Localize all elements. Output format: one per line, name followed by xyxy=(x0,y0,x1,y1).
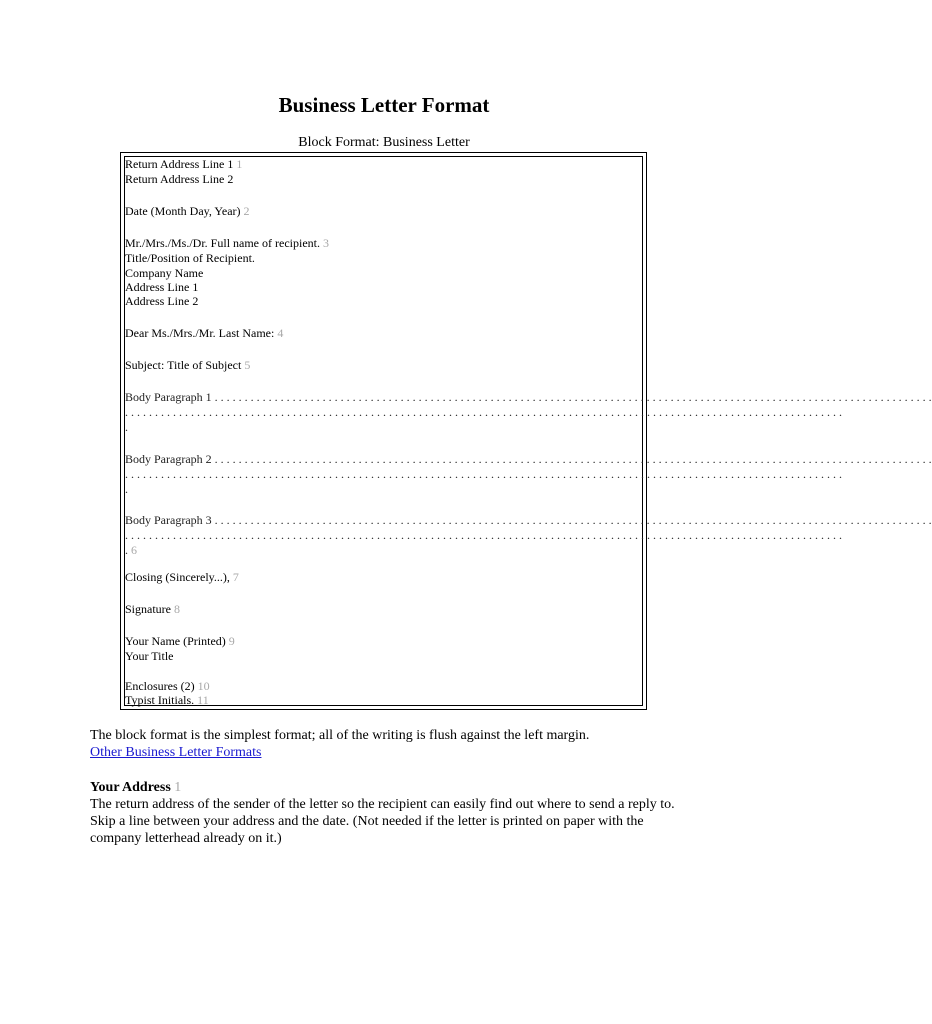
recipient-title-line: Title/Position of Recipient. xyxy=(125,251,255,265)
body-paragraph-2-line xyxy=(125,452,932,467)
body-paragraph-3-line xyxy=(125,513,932,528)
return-address-line-1 xyxy=(125,157,642,172)
recipient-name-line xyxy=(125,236,642,251)
step-number: 10 xyxy=(197,679,210,693)
company-name-line: Company Name xyxy=(125,266,204,280)
body-paragraph-1-line xyxy=(125,390,932,405)
closing-line xyxy=(125,570,642,585)
step-number: 8 xyxy=(174,602,180,616)
dot-leader: . . . . . . . . . . . . . . . . . . . . . . . . . . . . . . . . . . . . . . . . . . . . . . . . . . . . . . . . . . . . . . . . . . . . . . . . . . . . . . . . . . . . . . . . . . . . . . . . . . . . . . . . . . . . . . . . . . . . . . . . xyxy=(125,528,842,542)
typist-initials-line xyxy=(125,693,642,708)
subject-text: Subject: Title of Subject xyxy=(125,358,242,372)
printed-name-text: Your Name (Printed) xyxy=(125,634,226,648)
salutation-text: Dear Ms./Mrs./Mr. Last Name: xyxy=(125,326,275,340)
address-line-2: Address Line 2 xyxy=(125,294,199,308)
intro-paragraph: The block format is the simplest format; all of the writing is flush against the left margin. xyxy=(90,728,590,743)
enclosures-text: Enclosures (2) xyxy=(125,679,195,693)
enclosures-line xyxy=(125,679,642,694)
letter-format-subtitle: Block Format: Business Letter xyxy=(298,135,470,150)
other-formats-link[interactable]: Other Business Letter Formats xyxy=(90,745,262,760)
body-paragraph-1-text: Body Paragraph 1 xyxy=(125,390,212,404)
dot-leader: . . . . . . . . . . . . . . . . . . . . . . . . . . . . . . . . . . . . . . . . . . . . . . . . . . . . . . . . . . . . . . . . . . . . . . . . . . . . . . . . . . . . . . . . . . . . . . . . . . . . . . . . . . . . . . . . . . . . . . . . xyxy=(214,390,932,404)
dot-leader: . . . . . . . . . . . . . . . . . . . . . . . . . . . . . . . . . . . . . . . . . . . . . . . . . . . . . . . . . . . . . . . . . . . . . . . . . . . . . . . . . . . . . . . . . . . . . . . . . . . . . . . . . . . . . . . . . . . . . . . . xyxy=(125,467,842,481)
address-line-1: Address Line 1 xyxy=(125,280,199,294)
dot-leader: . . . . . . . . . . . . . . . . . . . . . . . . . . . . . . . . . . . . . . . . . . . . . . . . . . . . . . . . . . . . . . . . . . . . . . . . . . . . . . . . . . . . . . . . . . . . . . . . . . . . . . . . . . . . . . . . . . . . . . . . xyxy=(125,405,842,419)
letter-template-box xyxy=(120,152,932,710)
body-paragraph-2-text: Body Paragraph 2 xyxy=(125,452,212,466)
step-number: 6 xyxy=(131,543,137,557)
step-number: 7 xyxy=(232,570,239,584)
your-address-description: The return address of the sender of the letter so the recipient can easily find out where to send a reply to. Skip a line between your address and the date. (Not needed if the letter is printed on paper with the company letterhead already on it.) xyxy=(90,797,675,846)
section-heading-text: Your Address xyxy=(90,780,171,795)
dot-leader: . . . . . . . . . . . . . . . . . . . . . . . . . . . . . . . . . . . . . . . . . . . . . . . . . . . . . . . . . . . . . . . . . . . . . . . . . . . . . . . . . . . . . . . . . . . . . . . . . . . . . . . . . . . . . . . . . . . . . . . . xyxy=(214,513,932,527)
salutation-line xyxy=(125,326,642,341)
printed-name-line xyxy=(125,634,642,649)
body-paragraph-2-end: . xyxy=(125,482,128,496)
step-number: 4 xyxy=(277,326,284,340)
body-paragraph-3-end: . 6 xyxy=(125,543,137,557)
step-number: 9 xyxy=(228,634,235,648)
closing-text: Closing (Sincerely...), xyxy=(125,570,230,584)
recipient-name-text: Mr./Mrs./Ms./Dr. Full name of recipient. xyxy=(125,236,320,250)
body-paragraph-2-dots xyxy=(125,467,842,482)
letter-template-inner xyxy=(124,156,932,707)
step-number: 1 xyxy=(236,157,243,171)
step-number: 5 xyxy=(244,358,251,372)
body-paragraph-3-text: Body Paragraph 3 xyxy=(125,513,212,527)
other-formats-row xyxy=(90,744,690,761)
dot-leader: . . . . . . . . . . . . . . . . . . . . . . . . . . . . . . . . . . . . . . . . . . . . . . . . . . . . . . . . . . . . . . . . . . . . . . . . . . . . . . . . . . . . . . . . . . . . . . . . . . . . . . . . . . . . . . . . . . . . . . . . xyxy=(214,452,932,466)
signature-text: Signature xyxy=(125,602,171,616)
your-address-heading xyxy=(90,779,690,796)
body-paragraph-1-dots xyxy=(125,405,842,420)
step-number: 3 xyxy=(322,236,329,250)
page-title: Business Letter Format xyxy=(278,93,490,117)
return-address-1-text: Return Address Line 1 xyxy=(125,157,234,171)
your-title-line: Your Title xyxy=(125,649,174,663)
return-address-line-2: Return Address Line 2 xyxy=(125,172,234,186)
signature-line xyxy=(125,602,642,617)
subject-line xyxy=(125,358,642,373)
step-number: 2 xyxy=(243,204,250,218)
typist-initials-text: Typist Initials. xyxy=(125,693,195,707)
step-number: 11 xyxy=(197,693,209,707)
date-text: Date (Month Day, Year) xyxy=(125,204,241,218)
date-line xyxy=(125,204,642,219)
body-paragraph-1-end: . xyxy=(125,420,128,434)
step-number: 1 xyxy=(174,780,182,795)
body-paragraph-3-dots xyxy=(125,528,842,543)
